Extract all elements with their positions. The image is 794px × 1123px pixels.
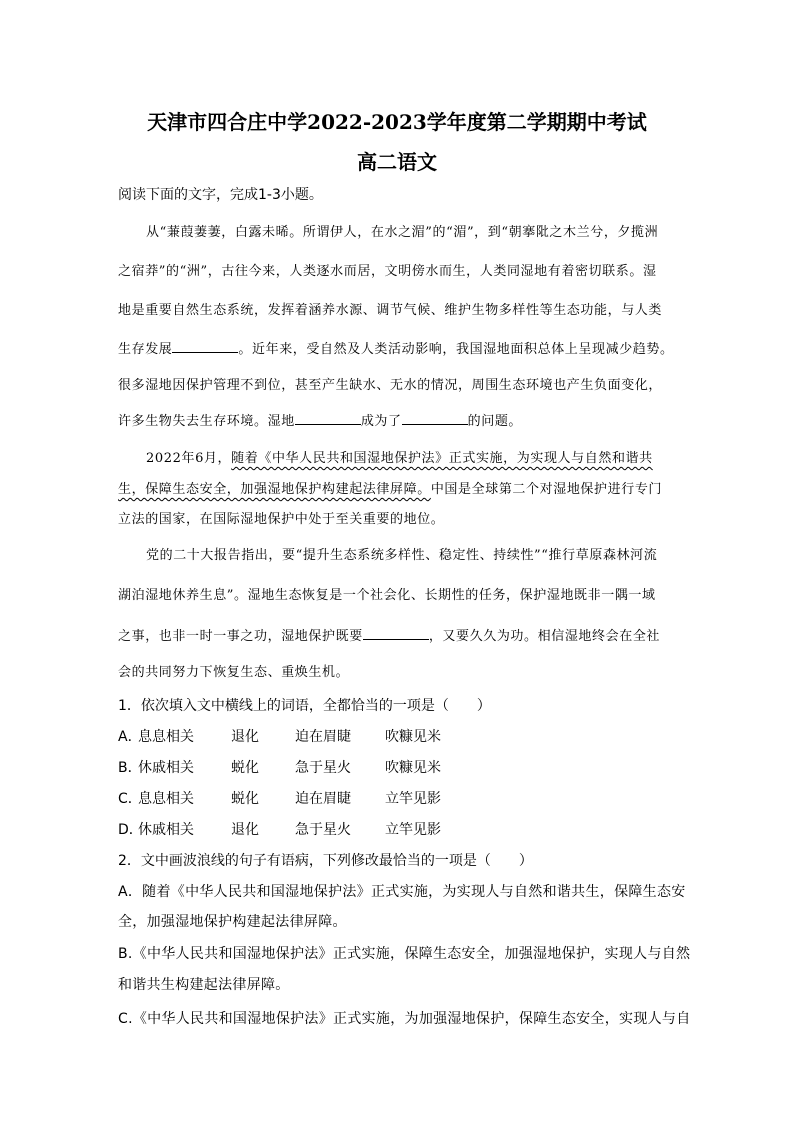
option-word: 蜕化	[231, 760, 259, 776]
option-word: 立竿见影	[385, 791, 441, 807]
exam-subject: 高二语文	[357, 150, 437, 174]
option-word: 吹糠见米	[385, 729, 441, 745]
option-word: 迫在眉睫	[295, 791, 351, 807]
passage-line: 党的二十大报告指出，要“提升生态系统多样性、稳定性、持续性”“推行草原森林河流	[146, 548, 658, 563]
option-letter: A．	[118, 729, 142, 745]
option-word: 退化	[231, 729, 259, 745]
option-word: 吹糠见米	[385, 760, 441, 776]
wavy-underlined-sentence: 随着《中华人民共和国湿地保护法》正式实施，为实现人与自然和谐共	[231, 451, 653, 466]
passage-line: 湖泊湿地休养生息”。湿地生态恢复是一个社会化、长期性的任务，保护湿地既非一隅一域	[118, 588, 656, 603]
option-letter: B．	[118, 760, 142, 776]
passage-line: 之宿莽”的“洲”，古往今来，人类逐水而居，文明傍水而生，人类同湿地有着密切联系。湿	[118, 264, 657, 279]
passage-line	[118, 412, 522, 431]
passage-text: 的问题。	[467, 414, 523, 429]
passage-text: 2022年6月，	[146, 451, 232, 466]
option-word: 休戚相关	[138, 822, 194, 838]
fill-blank-4	[363, 627, 429, 640]
option-word: 退化	[231, 822, 259, 838]
option-word: 迫在眉睫	[295, 729, 351, 745]
fill-blank-2	[295, 412, 361, 425]
fill-blank-3	[402, 412, 468, 425]
passage-line	[118, 340, 674, 359]
passage-text: 。近年来，受自然及人类活动影响，我国湿地面积总体上呈现减少趋势。	[238, 342, 674, 357]
passage-line: 立法的国家，在国际湿地保护中处于至关重要的地位。	[118, 512, 445, 527]
passage-line	[146, 450, 653, 468]
answer-option-c[interactable]: C.《中华人民共和国湿地保护法》正式实施，为加强湿地保护，保障生态安全，实现人与自	[118, 1011, 691, 1027]
option-word: 立竿见影	[385, 822, 441, 838]
question-1-stem: 1．依次填入文中横线上的词语，全都恰当的一项是（ ）	[118, 698, 491, 714]
option-letter: C．	[118, 791, 142, 807]
question-2-stem: 2．文中画波浪线的句子有语病，下列修改最恰当的一项是（ ）	[118, 853, 533, 869]
passage-text: 之事，也非一时一事之功，湿地保护既要	[118, 629, 363, 644]
passage-text: 生存发展	[118, 342, 173, 357]
answer-option-a[interactable]: A．随着《中华人民共和国湿地保护法》正式实施，为实现人与自然和谐共生，保障生态安	[118, 884, 686, 900]
option-word: 息息相关	[138, 729, 194, 745]
passage-text: 中国是全球第二个对湿地保护进行专门	[430, 482, 663, 497]
passage-text: ，又要久久为功。相信湿地终会在全社	[428, 629, 661, 644]
option-word: 蜕化	[231, 791, 259, 807]
passage-line: 很多湿地因保护管理不到位，甚至产生缺水、无水的情况，周围生态环境也产生负面变化，	[118, 378, 663, 393]
option-word: 休戚相关	[138, 760, 194, 776]
reading-instruction: 阅读下面的文字，完成1-3小题。	[118, 187, 323, 203]
passage-line: 从“蒹葭萋萋，白露未晞。所谓伊人，在水之湄”的“湄”，到“朝搴阰之木兰兮，夕揽洲	[146, 225, 659, 240]
passage-text: 成为了	[360, 414, 402, 429]
answer-option-b-cont: 和谐共生构建起法律屏障。	[118, 977, 290, 993]
passage-line: 地是重要自然生态系统，发挥着涵养水源、调节气候、维护生物多样性等生态功能，与人类	[118, 303, 663, 318]
wavy-underlined-sentence: 生，保障生态安全，加强湿地保护构建起法律屏障。	[118, 482, 431, 497]
passage-line	[118, 481, 662, 499]
option-word: 急于星火	[295, 822, 351, 838]
passage-line: 会的共同努力下恢复生态、重焕生机。	[118, 665, 350, 680]
option-word: 息息相关	[138, 791, 194, 807]
fill-blank-1	[172, 340, 238, 353]
option-letter: D．	[118, 822, 143, 838]
answer-option-b[interactable]: B.《中华人民共和国湿地保护法》正式实施，保障生态安全，加强湿地保护，实现人与自然	[118, 946, 691, 962]
passage-line	[118, 627, 660, 646]
option-word: 急于星火	[295, 760, 351, 776]
exam-title: 天津市四合庄中学2022-2023学年度第二学期期中考试	[147, 110, 647, 134]
passage-text: 许多生物失去生存环境。湿地	[118, 414, 295, 429]
answer-option-a-cont: 全，加强湿地保护构建起法律屏障。	[118, 914, 347, 930]
